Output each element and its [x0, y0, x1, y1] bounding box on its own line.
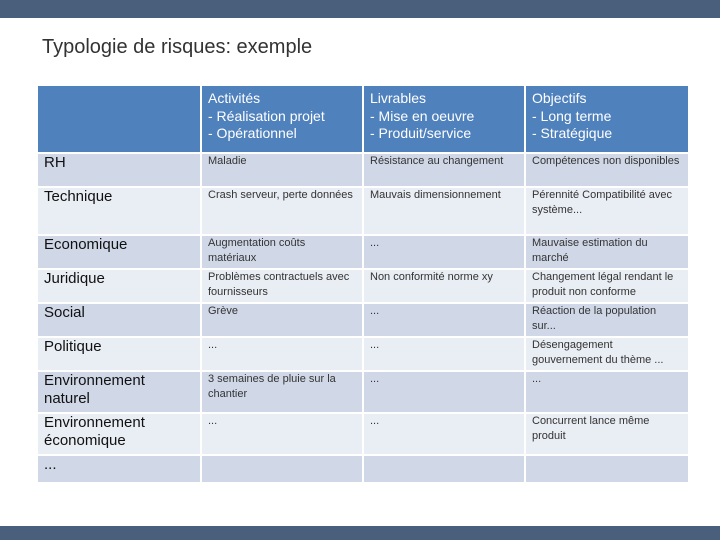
risk-typology-table	[36, 84, 690, 484]
row-label: ...	[38, 456, 200, 482]
table-cell: Concurrent lance même produit	[526, 414, 688, 454]
table-header-row	[38, 86, 688, 152]
table-row	[38, 270, 688, 302]
table-cell: Réaction de la population sur...	[526, 304, 688, 336]
row-label: Technique	[38, 188, 200, 234]
table-row	[38, 414, 688, 454]
table-cell: 3 semaines de pluie sur la chantier	[202, 372, 362, 412]
table-cell	[526, 456, 688, 482]
table-cell	[202, 456, 362, 482]
table-row	[38, 456, 688, 482]
top-decorative-bar	[0, 0, 720, 18]
table-row	[38, 188, 688, 234]
table-cell: Résistance au changement	[364, 154, 524, 186]
table-row	[38, 236, 688, 268]
header-line: Activités	[208, 90, 261, 106]
table-cell: ...	[364, 414, 524, 454]
header-line: - Long terme	[532, 107, 612, 124]
row-label: Economique	[38, 236, 200, 268]
header-activites	[202, 86, 362, 152]
table-cell: Mauvais dimensionnement	[364, 188, 524, 234]
row-label: RH	[38, 154, 200, 186]
table-cell: Problèmes contractuels avec fournisseurs	[202, 270, 362, 302]
row-label: Politique	[38, 338, 200, 370]
table-row	[38, 304, 688, 336]
table-cell: ...	[202, 414, 362, 454]
table-cell: Augmentation coûts matériaux	[202, 236, 362, 268]
table-cell: Désengagement gouvernement du thème ...	[526, 338, 688, 370]
header-line: - Réalisation projet	[208, 107, 325, 124]
table-cell: ...	[364, 372, 524, 412]
header-line: Livrables	[370, 90, 427, 106]
table-cell: Non conformité norme xy	[364, 270, 524, 302]
row-label: Environnement économique	[38, 414, 200, 454]
bottom-decorative-bar	[0, 526, 720, 540]
header-objectifs	[526, 86, 688, 152]
header-livrables	[364, 86, 524, 152]
table-cell: ...	[364, 304, 524, 336]
table-cell: Compétences non disponibles	[526, 154, 688, 186]
table-cell: Pérennité Compatibilité avec système...	[526, 188, 688, 234]
table-cell: ...	[364, 236, 524, 268]
table-cell	[364, 456, 524, 482]
table-cell: Mauvaise estimation du marché	[526, 236, 688, 268]
table-cell: Maladie	[202, 154, 362, 186]
header-corner-cell	[38, 86, 200, 152]
header-line: - Produit/service	[370, 125, 472, 141]
row-label: Social	[38, 304, 200, 336]
slide-title: Typologie de risques: exemple	[42, 36, 313, 58]
header-line: - Mise en oeuvre	[370, 107, 475, 124]
table-row	[38, 338, 688, 370]
table-cell: Grève	[202, 304, 362, 336]
header-line: - Opérationnel	[208, 125, 297, 141]
table-cell: Crash serveur, perte données	[202, 188, 362, 234]
row-label: Environnement naturel	[38, 372, 200, 412]
table-cell: Changement légal rendant le produit non conforme	[526, 270, 688, 302]
table-cell: ...	[364, 338, 524, 370]
table-cell: ...	[202, 338, 362, 370]
table-cell: ...	[526, 372, 688, 412]
header-line: Objectifs	[532, 90, 587, 106]
table-row	[38, 154, 688, 186]
row-label: Juridique	[38, 270, 200, 302]
header-line: - Stratégique	[532, 125, 613, 141]
table-row	[38, 372, 688, 412]
